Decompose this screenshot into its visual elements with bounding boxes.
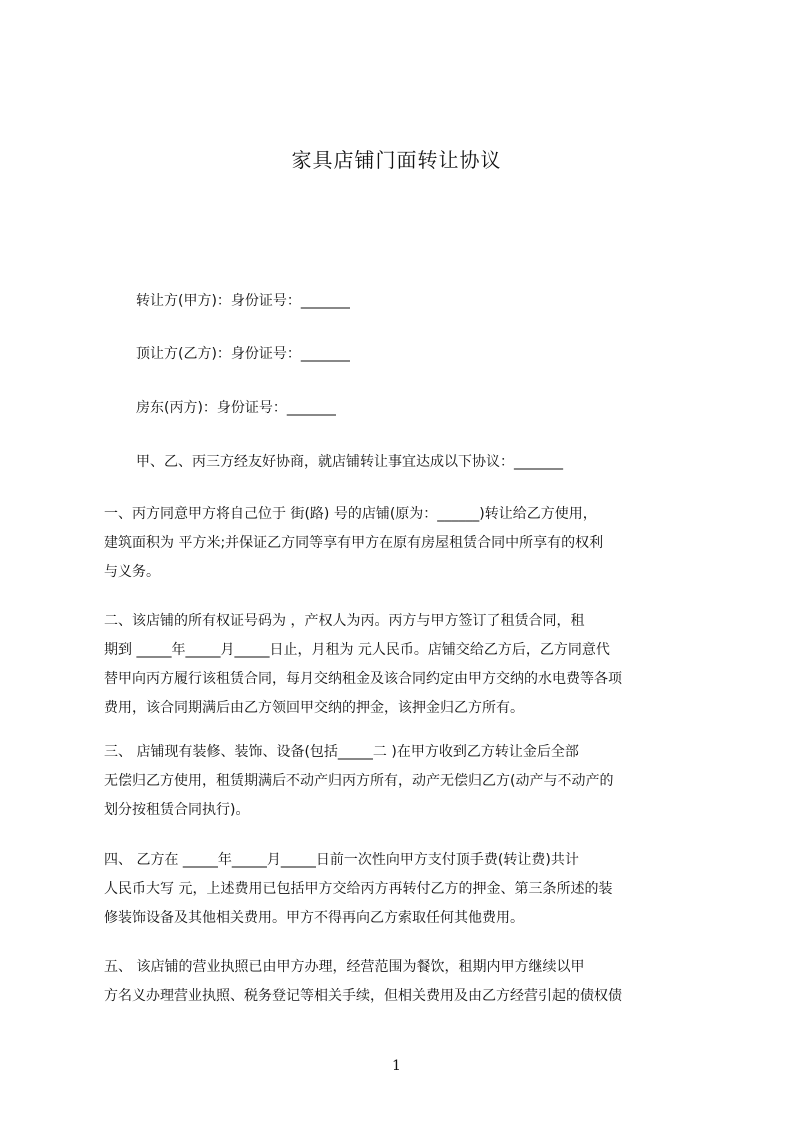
clause-line: 无偿归乙方使用，租赁期满后不动产归丙方所有，动产无偿归乙方(动产与不动产的: [104, 773, 614, 789]
clause-line: 划分按租赁合同执行)。: [104, 802, 250, 818]
clause-4: [104, 846, 704, 933]
clause-line: 期到 _____年_____月_____日止，月租为 元人民币。店铺交给乙方后，乙方同意代: [104, 642, 610, 658]
clause-line: 一、丙方同意甲方将自己位于 街(路) 号的店铺(原为：______)转让给乙方使用，: [104, 506, 597, 522]
landlord-line: 房东(丙方)：身份证号：_______: [136, 400, 336, 416]
intro-line: 甲、乙、丙三方经友好协商，就店铺转让事宜达成以下协议：_______: [136, 454, 563, 470]
clause-5: [104, 953, 704, 1011]
clause-line: 修装饰设备及其他相关费用。甲方不得再向乙方索取任何其他费用。: [104, 910, 524, 926]
clause-line: 建筑面积为 平方米;并保证乙方同等享有甲方在原有房屋租赁合同中所享有的权利: [104, 535, 604, 551]
page-number: 1: [392, 1058, 401, 1074]
transferor-line: 转让方(甲方)：身份证号：_______: [136, 293, 350, 309]
clause-line: 方名义办理营业执照、税务登记等相关手续，但相关费用及由乙方经营引起的债权债: [104, 988, 622, 1004]
clause-line: 与义务。: [104, 564, 160, 580]
clause-1: [104, 500, 704, 587]
clause-line: 五、 该店铺的营业执照已由甲方办理，经营范围为餐饮，租期内甲方继续以甲: [104, 959, 585, 975]
clause-2: [104, 607, 704, 723]
clause-line: 四、 乙方在 _____年_____月_____日前一次性向甲方支付顶手费(转让费)共计: [104, 852, 579, 868]
document-title: 家具店铺门面转让协议: [291, 148, 502, 172]
clause-line: 人民币大写 元，上述费用已包括甲方交给丙方再转付乙方的押金、第三条所述的装: [104, 881, 613, 897]
clause-line: 费用，该合同期满后由乙方领回甲交纳的押金，该押金归乙方所有。: [104, 700, 524, 716]
clause-3: [104, 738, 704, 825]
clause-line: 替甲向丙方履行该租赁合同，每月交纳租金及该合同约定由甲方交纳的水电费等各项: [104, 671, 622, 687]
clause-line: 三、 店铺现有装修、装饰、设备(包括_____二 )在甲方收到乙方转让金后全部: [104, 744, 579, 760]
clause-line: 二、该店铺的所有权证号码为 ，产权人为丙。丙方与甲方签订了租赁合同，租: [104, 613, 585, 629]
transferee-line: 顶让方(乙方)：身份证号：_______: [136, 346, 350, 362]
